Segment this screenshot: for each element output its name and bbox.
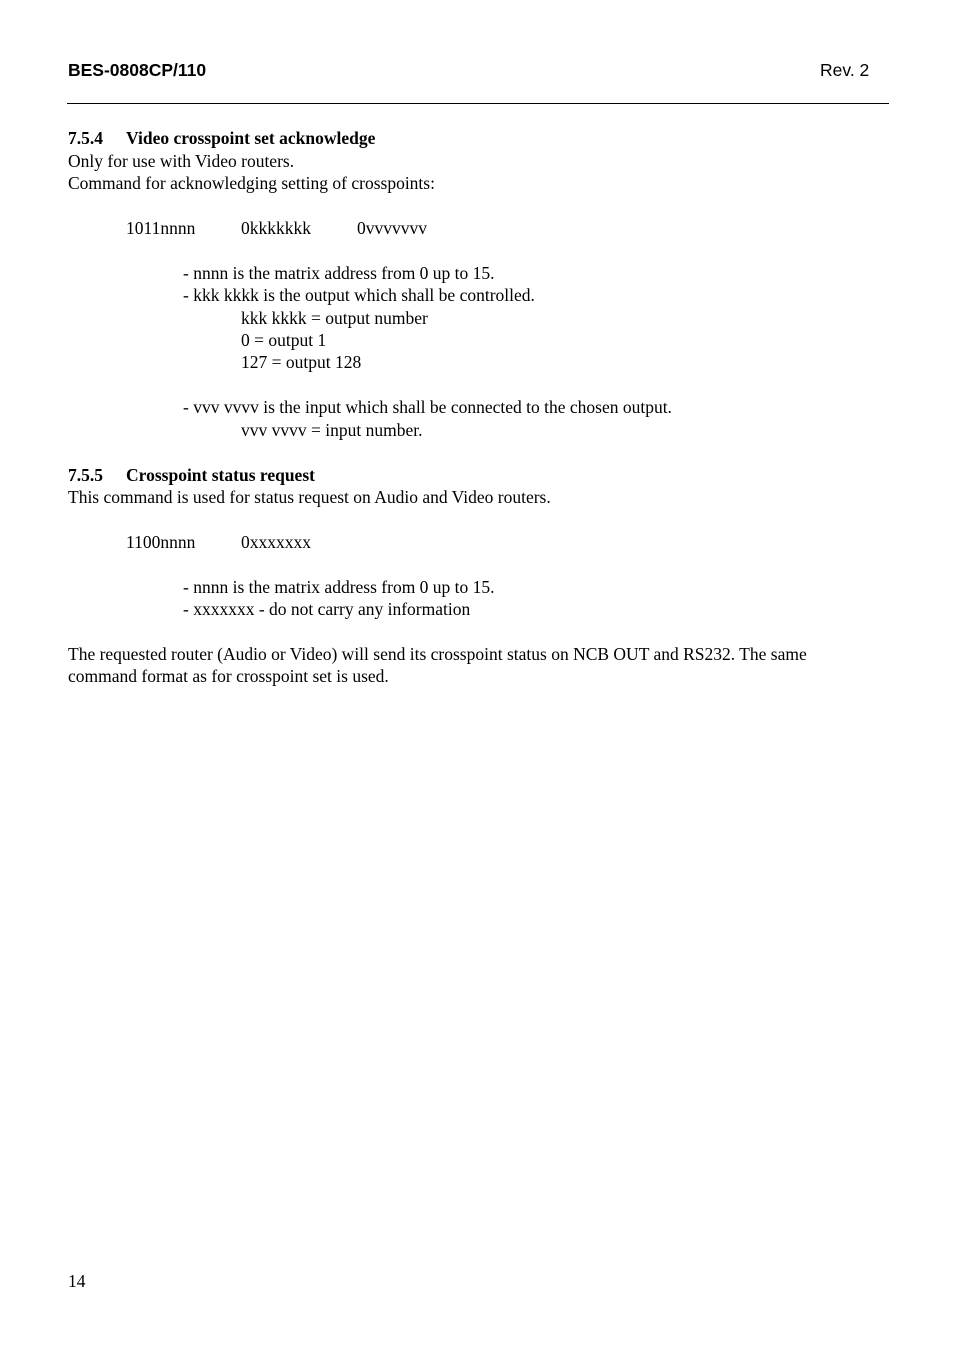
section-754-item3: - vvv vvvv is the input which shall be connected to the chosen output. — [183, 397, 672, 417]
section-754-title: Video crosspoint set acknowledge — [126, 128, 376, 148]
section-754-byte-3: 0vvvvvvv — [357, 218, 427, 238]
page-number: 14 — [68, 1271, 86, 1291]
section-754-intro-line2: Command for acknowledging setting of crosspoints: — [68, 173, 435, 193]
section-754-item2-sub2: 0 = output 1 — [241, 330, 327, 350]
header-divider — [67, 103, 889, 104]
section-755-title: Crosspoint status request — [126, 465, 315, 485]
section-754-heading — [68, 127, 375, 149]
section-755-intro: This command is used for status request on Audio and Video routers. — [68, 487, 551, 507]
section-754-item2-sub3: 127 = output 128 — [241, 352, 362, 372]
section-755-byte-1: 1100nnnn — [126, 532, 196, 552]
section-755-number: 7.5.5 — [68, 465, 103, 485]
doc-id: BES-0808CP/110 — [68, 60, 207, 80]
section-754-item2: - kkk kkkk is the output which shall be controlled. — [183, 285, 535, 305]
revision: Rev. 2 — [820, 60, 870, 80]
section-754-item3-sub1: vvv vvvv = input number. — [241, 420, 423, 440]
section-754-intro-line1: Only for use with Video routers. — [68, 151, 295, 171]
section-754-byte-2: 0kkkkkkk — [241, 218, 311, 238]
section-755-para-line2: command format as for crosspoint set is used. — [68, 666, 389, 686]
section-754-number: 7.5.4 — [68, 128, 103, 148]
section-755-item1: - nnnn is the matrix address from 0 up to 15. — [183, 577, 495, 597]
section-754-byte-1: 1011nnnn — [126, 218, 196, 238]
section-754-item2-sub1: kkk kkkk = output number — [241, 308, 428, 328]
section-755-item2: - xxxxxxx - do not carry any information — [183, 599, 471, 619]
section-755-heading — [68, 464, 315, 486]
section-755-para-line1: The requested router (Audio or Video) will send its crosspoint status on NCB OUT and RS232. The same — [68, 644, 807, 664]
section-754-item1: - nnnn is the matrix address from 0 up to 15. — [183, 263, 495, 283]
section-755-byte-2: 0xxxxxxx — [241, 532, 311, 552]
